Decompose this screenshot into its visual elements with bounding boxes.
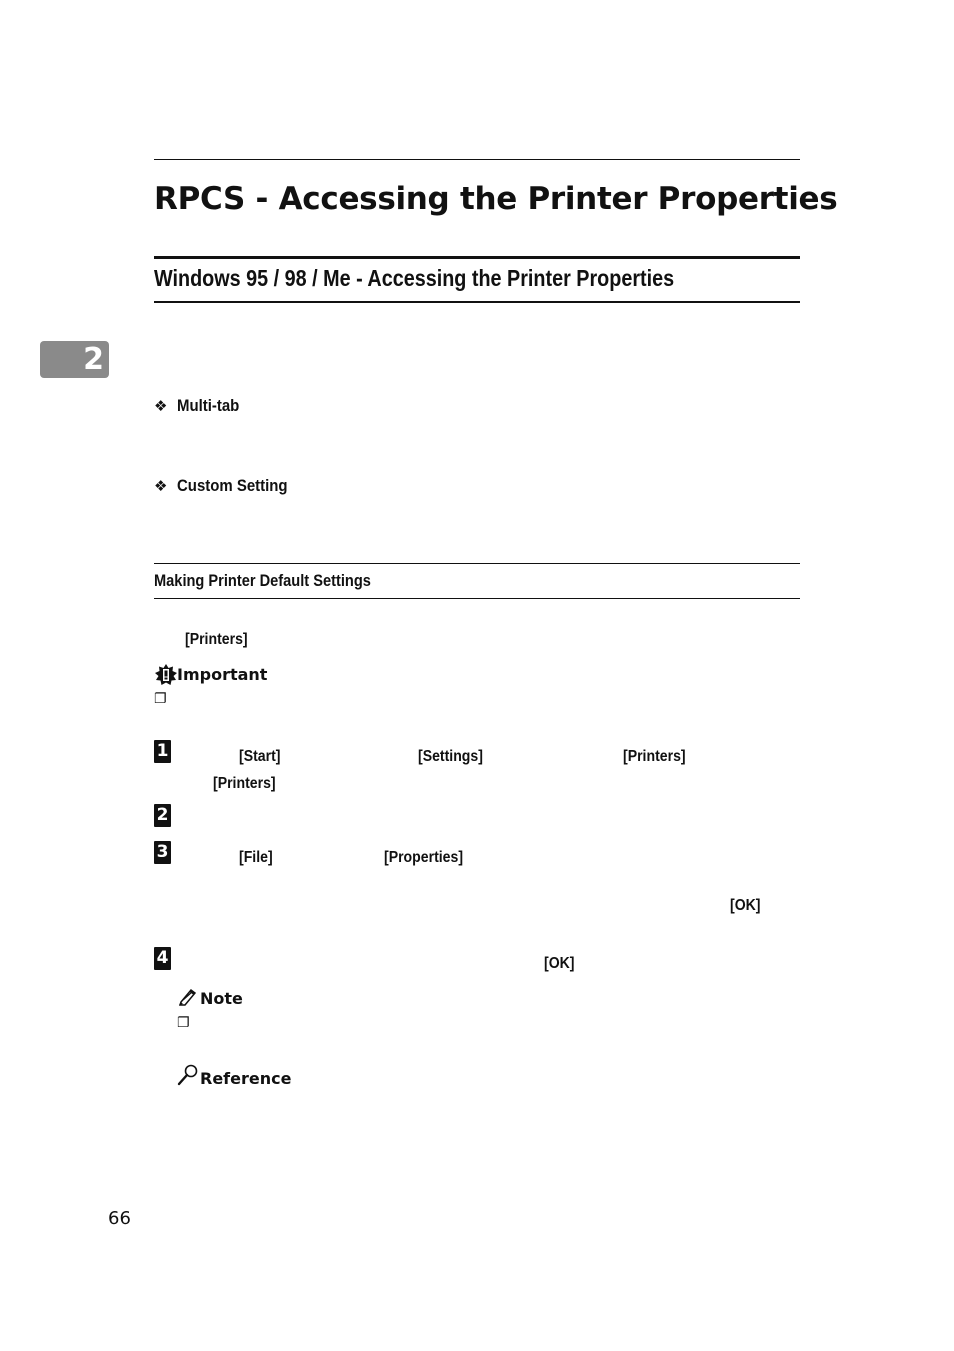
magnifier-reference-icon <box>177 1064 199 1086</box>
page-title: RPCS - Accessing the Printer Properties <box>154 181 838 217</box>
printers-label: [Printers] <box>185 631 248 648</box>
subsection-title: Making Printer Default Settings <box>154 571 371 590</box>
section-rule-bottom <box>154 301 800 303</box>
properties-label: [Properties] <box>384 849 464 866</box>
chapter-number: 2 <box>83 342 104 377</box>
reference-heading: Reference <box>200 1069 292 1088</box>
printers-label: [Printers] <box>213 775 276 792</box>
step-number-2: 2 <box>154 804 171 827</box>
section-title: Windows 95 / 98 / Me - Accessing the Printer Properties <box>154 265 675 291</box>
step-number-1: 1 <box>154 740 171 763</box>
ok-label: [OK] <box>730 897 761 914</box>
chapter-tab <box>40 341 109 378</box>
top-rule <box>154 159 800 160</box>
subsection-rule-top <box>154 563 800 564</box>
printers-label: [Printers] <box>623 748 686 765</box>
page-number: 66 <box>108 1208 131 1229</box>
checkbox-bullet-icon: ❐ <box>154 691 167 707</box>
diamond-bullet-icon: ❖ <box>154 477 168 495</box>
subsection-rule-bottom <box>154 598 800 599</box>
note-heading: Note <box>200 989 243 1008</box>
section-rule-top <box>154 256 800 259</box>
file-label: [File] <box>239 849 273 866</box>
step-number-4: 4 <box>154 947 171 970</box>
step-number-3: 3 <box>154 841 171 864</box>
checkbox-bullet-icon: ❐ <box>177 1015 190 1031</box>
pencil-note-icon <box>177 988 197 1006</box>
start-label: [Start] <box>239 748 281 765</box>
important-heading: Important <box>177 665 268 684</box>
diamond-bullet-icon: ❖ <box>154 397 168 415</box>
settings-label: [Settings] <box>418 748 483 765</box>
multi-tab-label: Multi-tab <box>177 396 240 415</box>
custom-setting-label: Custom Setting <box>177 476 288 495</box>
ok-label: [OK] <box>544 955 575 972</box>
important-icon <box>155 664 177 686</box>
